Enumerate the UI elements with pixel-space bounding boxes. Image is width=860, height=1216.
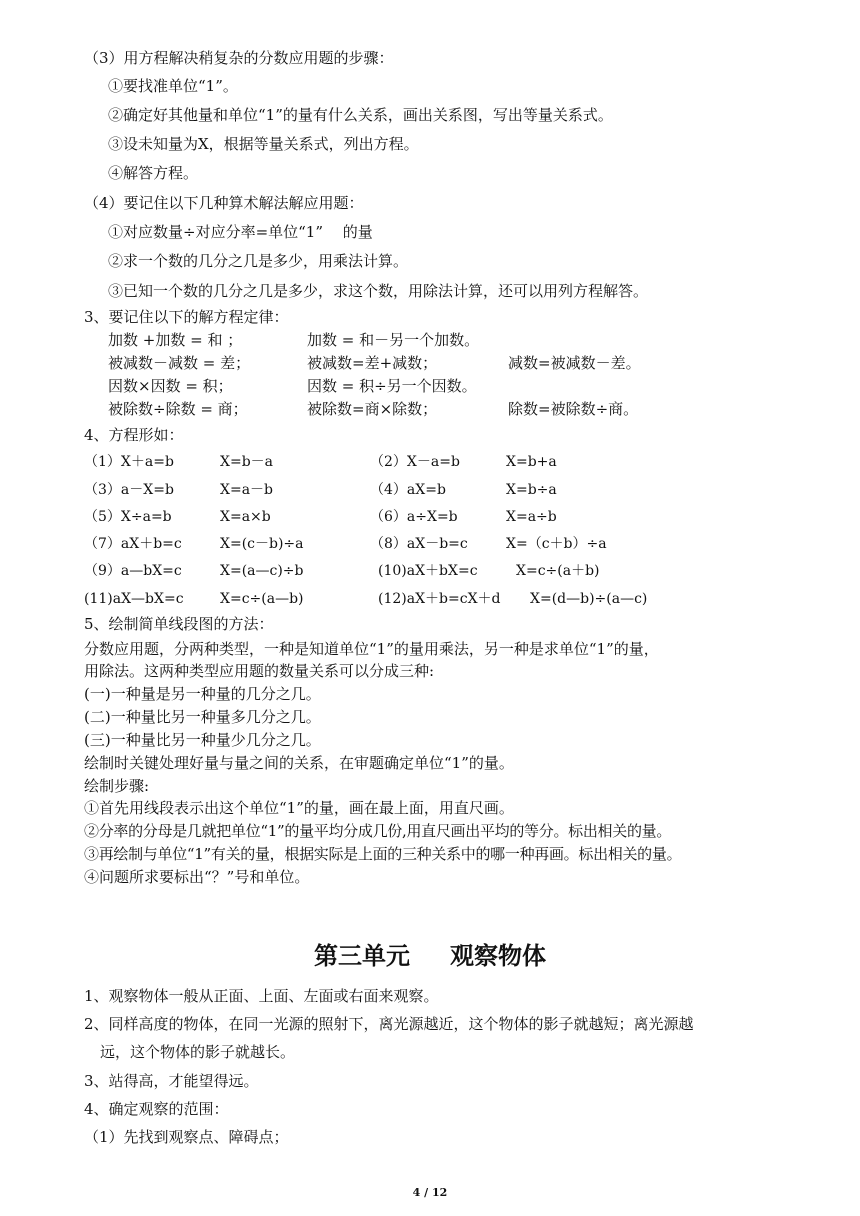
form-cell: （2）X－a=b xyxy=(370,454,460,470)
law-cell: 加数 +加数 = 和 ； xyxy=(108,331,243,349)
diagram-line: (一)一种量是另一种量的几分之几。 xyxy=(84,685,321,703)
diagram-line: ②分率的分母是几就把单位“1”的量平均分成几份,用直尺画出平均的等分。标出相关的量。 xyxy=(84,822,672,840)
form-cell: X=c÷(a—b) xyxy=(220,591,304,607)
unit3-line: 2、同样高度的物体，在同一光源的照射下，离光源越近，这个物体的影子就越短；离光源越 xyxy=(84,1015,694,1033)
diagram-line: (三)一种量比另一种量少几分之几。 xyxy=(84,731,321,749)
unit3-line: 3、站得高，才能望得远。 xyxy=(84,1072,259,1090)
form-cell: （5）X÷a=b xyxy=(84,509,172,525)
form-cell: X=(c－b)÷a xyxy=(220,536,304,552)
forms-heading: 4、方程形如： xyxy=(84,426,184,444)
unit3-line: 4、确定观察的范围： xyxy=(84,1100,229,1118)
section4-item-3: ③已知一个数的几分之几是多少，求这个数，用除法计算，还可以用列方程解答。 xyxy=(108,282,649,300)
law-cell: 减数=被减数－差。 xyxy=(508,354,641,372)
form-cell: X=(d—b)÷(a—c) xyxy=(530,591,648,607)
form-cell: X=a－b xyxy=(220,482,274,498)
form-cell: X=（c＋b）÷a xyxy=(506,536,607,552)
form-cell: （6）a÷X=b xyxy=(370,509,458,525)
form-cell: （7）aX＋b=c xyxy=(84,536,182,552)
form-cell: X=b－a xyxy=(220,454,274,470)
section3-step-4: ④解答方程。 xyxy=(108,164,199,182)
unit-title-name: 观察物体 xyxy=(450,942,546,970)
diagram-line: ①首先用线段表示出这个单位“1”的量，画在最上面，用直尺画。 xyxy=(84,799,514,817)
section3-heading: （3）用方程解决稍复杂的分数应用题的步骤： xyxy=(84,49,394,67)
diagram-line: 用除法。这两种类型应用题的数量关系可以分成三种: xyxy=(84,662,435,680)
section4-heading: （4）要记住以下几种算术解法解应用题： xyxy=(84,194,364,212)
form-cell: (11)aX—bX=c xyxy=(84,591,184,607)
law-cell: 因数 = 积÷另一个因数。 xyxy=(307,377,477,395)
diagram-line: ④问题所求要标出“？”号和单位。 xyxy=(84,868,310,886)
form-cell: X=a÷b xyxy=(506,509,557,525)
form-cell: （3）a－X=b xyxy=(84,482,174,498)
section4-item-1: ①对应数量÷对应分率=单位“1” 的量 xyxy=(108,223,373,241)
diagram-line: 绘制步骤: xyxy=(84,777,150,795)
diagram-line: 分数应用题，分两种类型，一种是知道单位“1”的量用乘法，另一种是求单位“1”的量， xyxy=(84,640,659,658)
unit3-line: （1）先找到观察点、障碍点； xyxy=(84,1128,289,1146)
unit-title-number: 第三单元 xyxy=(314,942,410,970)
diagram-heading: 5、绘制简单线段图的方法： xyxy=(84,615,274,633)
form-cell: X=a×b xyxy=(220,509,271,525)
form-cell: X=c÷(a＋b) xyxy=(516,563,600,579)
law-cell: 被减数=差+减数； xyxy=(307,354,438,372)
section3-step-1: ①要找准单位“1”。 xyxy=(108,77,238,95)
law-cell: 加数 = 和－另一个加数。 xyxy=(307,331,480,349)
section3-step-3: ③设未知量为X，根据等量关系式，列出方程。 xyxy=(108,135,419,153)
form-cell: X=b+a xyxy=(506,454,557,470)
form-cell: (12)aX＋b=cX＋d xyxy=(378,591,501,607)
diagram-line: 绘制时关键处理好量与量之间的关系，在审题确定单位“1”的量。 xyxy=(84,754,514,772)
law-cell: 除数=被除数÷商。 xyxy=(508,400,639,418)
unit3-line: 远，这个物体的影子就越长。 xyxy=(100,1043,296,1061)
law-cell: 被除数÷除数 = 商； xyxy=(108,400,248,418)
law-cell: 因数×因数 = 积； xyxy=(108,377,233,395)
form-cell: （1）X＋a=b xyxy=(84,454,174,470)
section3-step-2: ②确定好其他量和单位“1”的量有什么关系，画出关系图，写出等量关系式。 xyxy=(108,106,613,124)
laws-heading: 3、要记住以下的解方程定律： xyxy=(84,308,289,326)
form-cell: （4）aX=b xyxy=(370,482,446,498)
diagram-line: ③再绘制与单位“1”有关的量，根据实际是上面的三种关系中的哪一种再画。标出相关的量。 xyxy=(84,845,682,863)
unit3-line: 1、观察物体一般从正面、上面、左面或右面来观察。 xyxy=(84,987,439,1005)
law-cell: 被减数－减数 = 差； xyxy=(108,354,251,372)
form-cell: （9）a—bX=c xyxy=(84,563,182,579)
law-cell: 被除数=商×除数； xyxy=(307,400,438,418)
form-cell: X=(a—c)÷b xyxy=(220,563,304,579)
form-cell: （8）aX－b=c xyxy=(370,536,468,552)
diagram-line: (二)一种量比另一种量多几分之几。 xyxy=(84,708,321,726)
page-number: 4 / 12 xyxy=(412,1186,448,1199)
unit-title xyxy=(0,940,860,972)
section4-item-2: ②求一个数的几分之几是多少，用乘法计算。 xyxy=(108,252,409,270)
form-cell: (10)aX＋bX=c xyxy=(378,563,478,579)
form-cell: X=b÷a xyxy=(506,482,557,498)
